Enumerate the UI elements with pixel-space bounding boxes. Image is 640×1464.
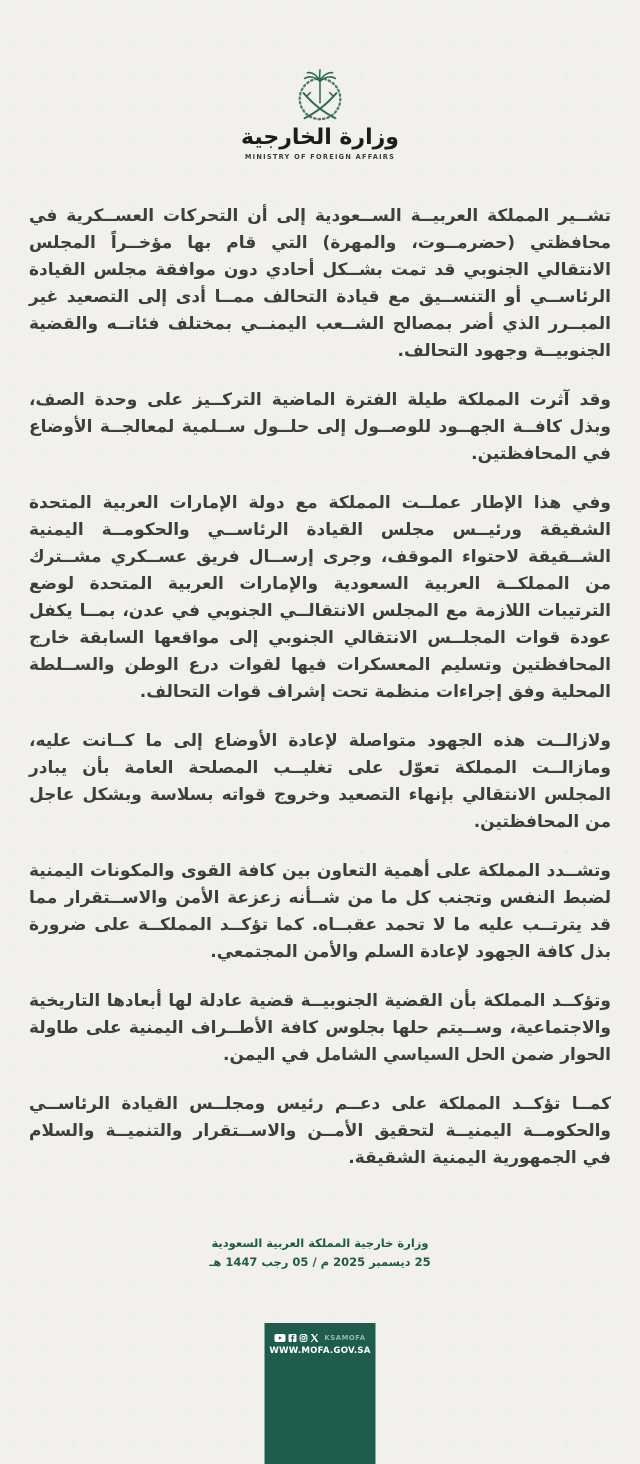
social-icons-row [265, 1333, 376, 1343]
social-handle: KSAMOFA [324, 1334, 366, 1342]
statement-paragraph-6: وتؤكــد المملكة بأن القضية الجنوبيــة قضية عادلة لها أبعادها التاريخية والاجتماعية، وســيتم حلها بجلوس كافة الأطــراف اليمنية على طاولة الحوار ضمن الحل السياسي الشامل في اليمن. [29, 991, 611, 1065]
statement-paragraph-1: تشــير المملكة العربيــة الســعودية إلى أن التحركات العســكرية في محافظتي (حضرمــوت، والمهرة) التي قام بها مؤخــراً المجلس الانتقالي الجنوبي قد تمت بشــكل أحادي دون موافقة مجلس القيادة الرئاســي أو التنســيق مع قيادة التحالف ممــا أدى إلى التصعيد غير المبــرر الذي أضر بمصالح الشــعب اليمنــي بمختلف فئاتــه والقضية الجنوبيــة وجهود التحالف. [29, 206, 611, 361]
x-icon [310, 1334, 318, 1342]
statement-paragraph-7: كمــا تؤكــد المملكة على دعــم رئيس ومجلــس القيادة الرئاســي والحكومــة اليمنيــة لتحقيق الأمــن والاســتقرار والتنميــة والسلام في الجمهورية اليمنية الشقيقة. [29, 1094, 611, 1168]
social-banner [265, 1323, 376, 1464]
mofa-logo-block [0, 66, 640, 161]
statement-body [29, 203, 611, 1172]
website-url: WWW.MOFA.GOV.SA [269, 1346, 371, 1356]
statement-paragraph-5: وتشــدد المملكة على أهمية التعاون بين كافة القوى والمكونات اليمنية لضبط النفس وتجنب كل ما من شــأنه زعزعة الأمن والاســتقرار مما قد يترتــب عليه ما لا تحمد عقبــاه. كما تؤكــد المملكــة على ضرورة بذل كافة الجهود لإعادة السلم والأمن المجتمعي. [29, 861, 611, 962]
signature-date-line: 25 ديسمبر 2025 م / 05 رجب 1447 هـ [209, 1255, 431, 1269]
instagram-icon [299, 1334, 307, 1342]
signature-ministry-line: وزارة خارجية المملكة العربية السعودية [211, 1236, 429, 1250]
saudi-emblem-icon [291, 66, 349, 124]
ministry-wordmark-arabic: وزارة الخارجية [241, 125, 399, 150]
statement-paragraph-4: ولازالــت هذه الجهود متواصلة لإعادة الأوضاع إلى ما كــانت عليه، ومازالــت المملكة تعوّل على تغليــب المصلحة العامة بأن يبادر المجلس الانتقالي بإنهاء التصعيد وخروج قواته بسلاسة وبشكل عاجل من المحافظتين. [29, 731, 611, 832]
statement-paragraph-3: وفي هذا الإطار عملــت المملكة مع دولة الإمارات العربية المتحدة الشقيقة ورئيــس مجلس القيادة الرئاســي والحكومــة اليمنية الشــقيقة لاحتواء الموقف، وجرى إرســال فريق عســكري مشــترك من المملكــة العربية السعودية والإمارات العربية المتحدة لوضع الترتيبات اللازمة مع المجلس الانتقالــي الجنوبي في عدن، بمــا يكفل عودة قوات المجلــس الانتقالي الجنوبي إلى مواقعها السابقة خارج المحافظتين وتسليم المعسكرات فيها لقوات درع الوطن والســلطة المحلية وفق إجراءات منظمة تحت إشراف قوات التحالف. [29, 493, 611, 702]
ministry-wordmark-english: MINISTRY OF FOREIGN AFFAIRS [244, 153, 396, 162]
statement-paragraph-2: وقد آثرت المملكة طيلة الفترة الماضية التركــيز على وحدة الصف، وبذل كافــة الجهــود للوصــول إلى حلــول ســلمية لمعالجــة الأوضاع في المحافظتين. [29, 390, 611, 464]
facebook-icon [288, 1334, 296, 1342]
youtube-icon [274, 1334, 285, 1342]
signature-block [0, 1236, 640, 1269]
